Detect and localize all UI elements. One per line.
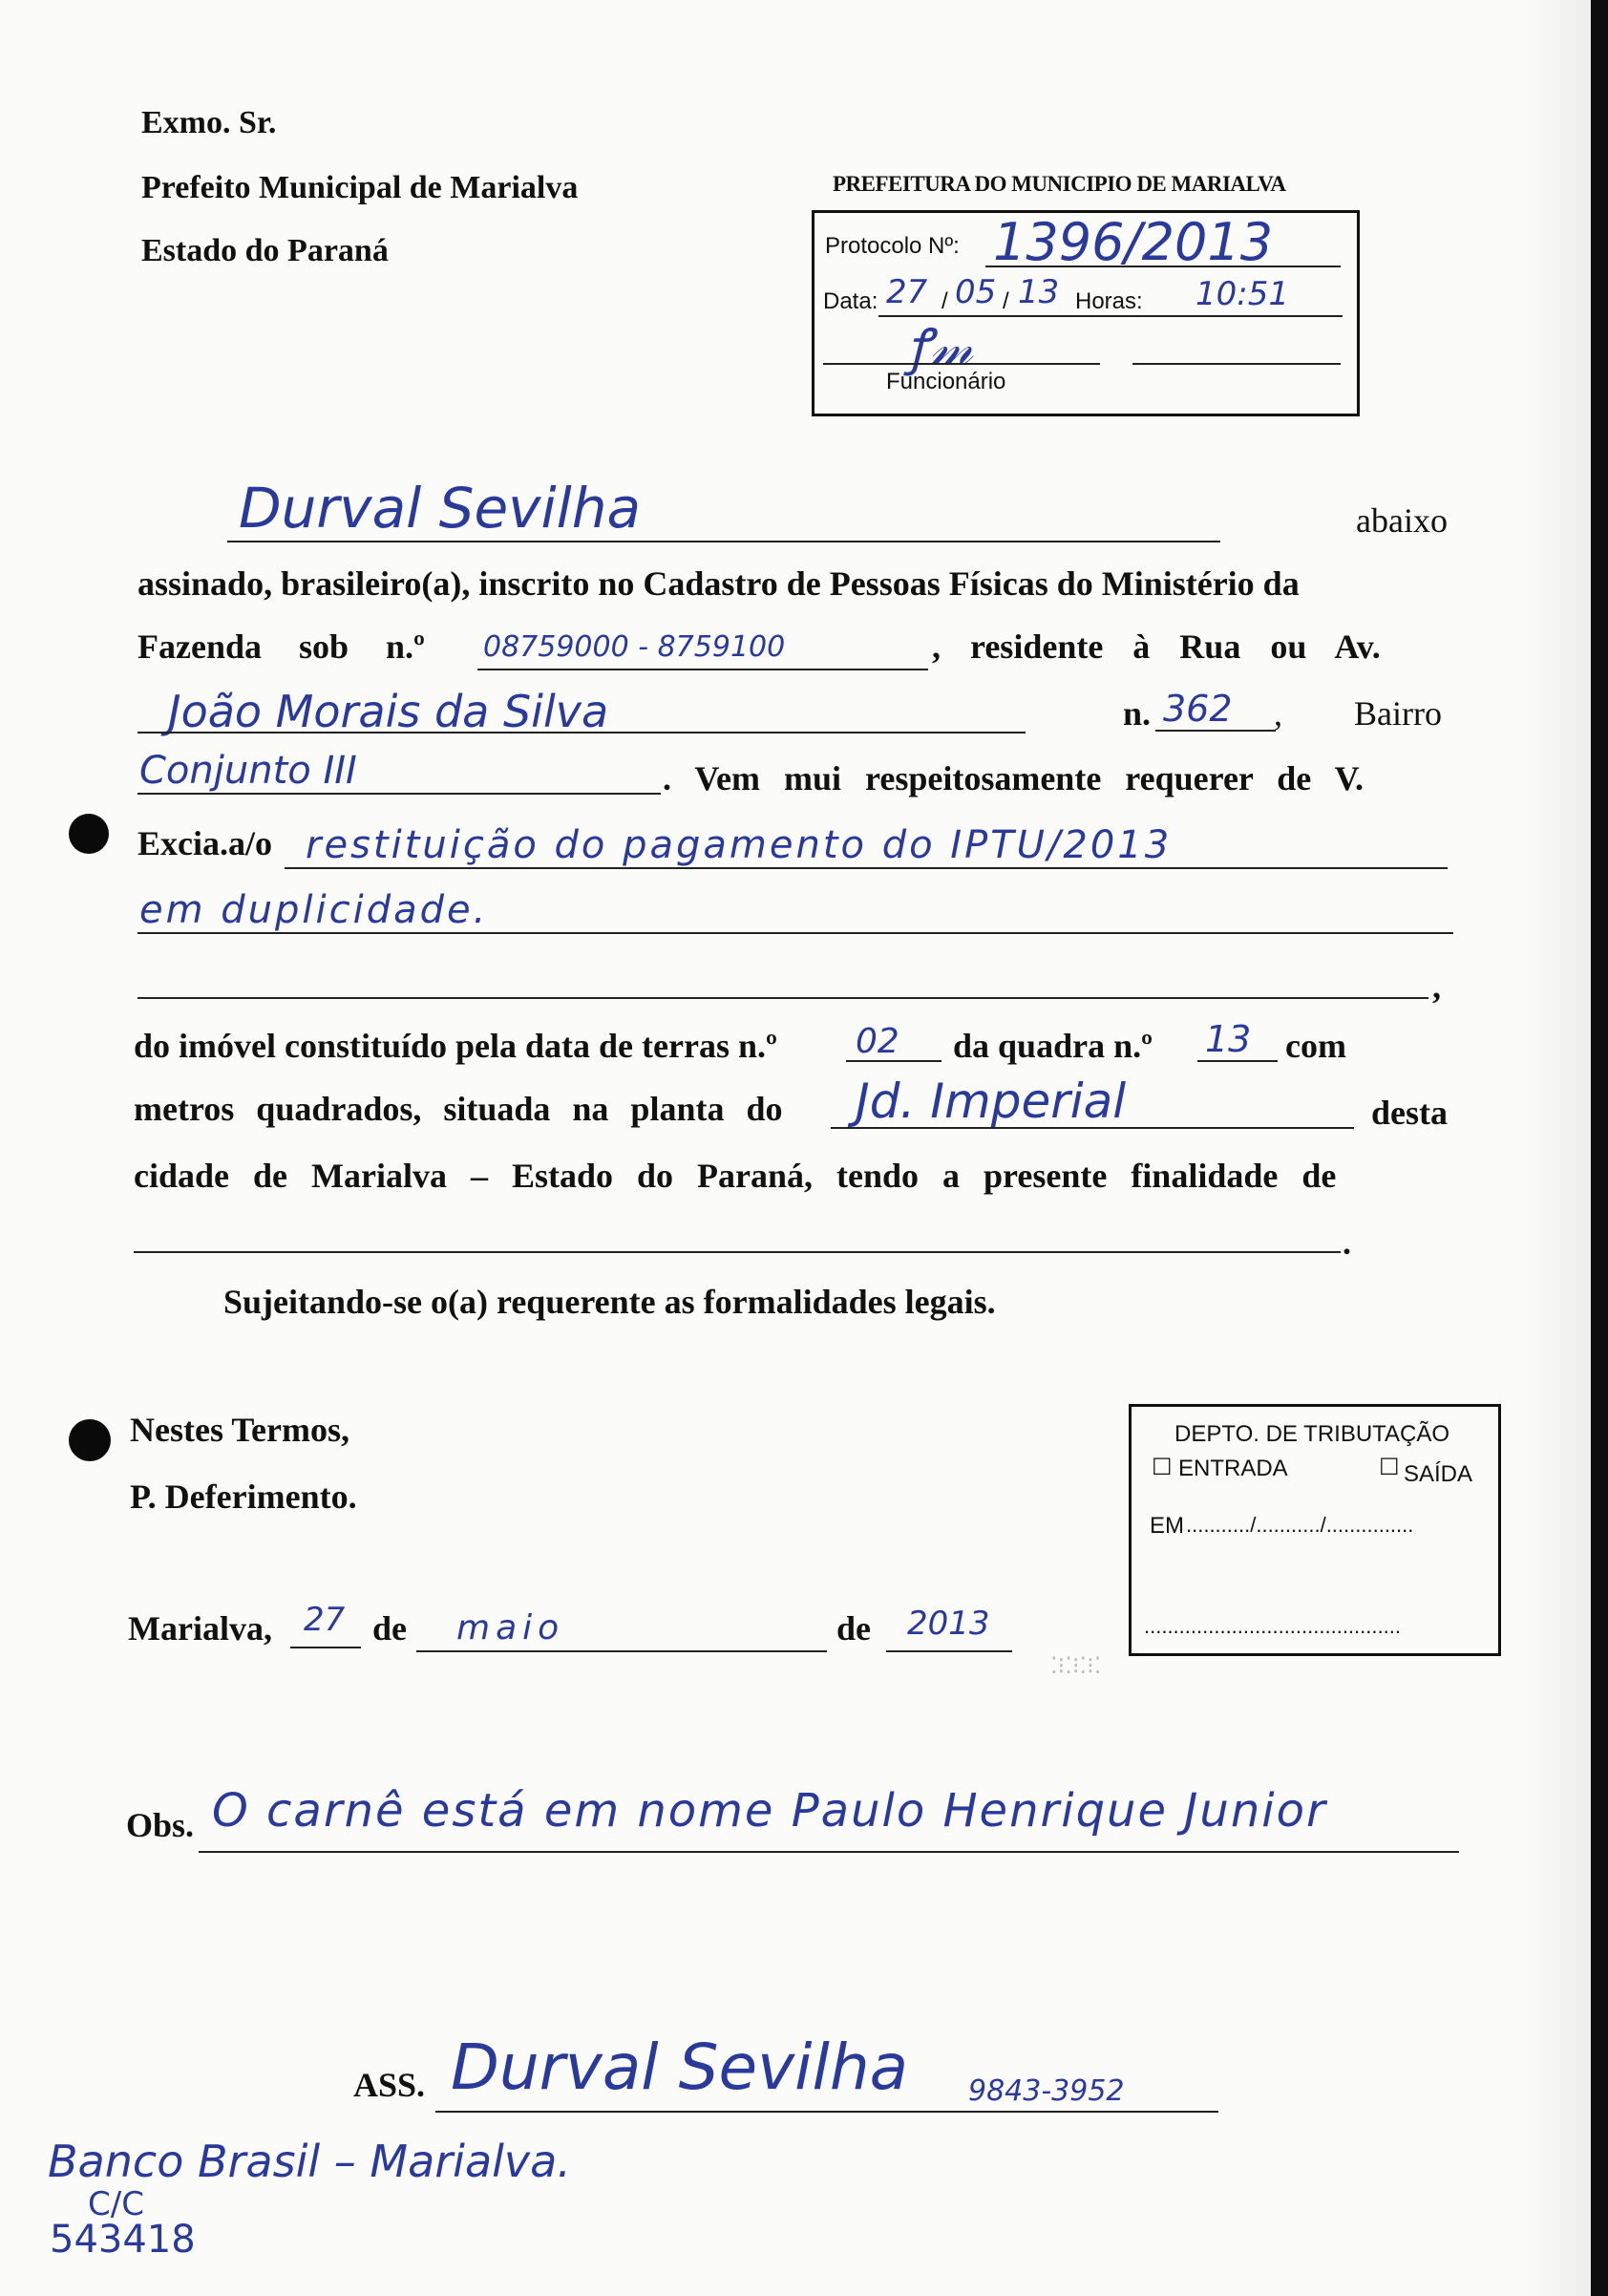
data-year: 13 [1018, 273, 1060, 311]
vem-text: . Vem mui respeitosamente requerer de V. [663, 759, 1364, 797]
date-year: 2013 [907, 1605, 990, 1643]
planta-line [831, 1127, 1354, 1129]
punch-hole-top [69, 814, 109, 854]
data-terras-line [846, 1060, 942, 1062]
data-label: Data: [823, 288, 878, 314]
obs-line [199, 1851, 1459, 1853]
nestes-termos: Nestes Termos, [130, 1411, 349, 1449]
bank-note-line-2: C/C [88, 2185, 144, 2223]
de-2: de [836, 1609, 871, 1648]
signature-name: Durval Sevilha [451, 2030, 909, 2104]
funcionario-line-right [1132, 363, 1341, 365]
em-dots: .........../.........../............... [1186, 1513, 1414, 1537]
data-day: 27 [886, 273, 928, 311]
year-line [886, 1650, 1012, 1652]
request-line-2-rule [138, 932, 1453, 934]
cpf-value: 08759000 - 8759100 [483, 630, 786, 664]
word-abaixo: abaixo [1356, 501, 1448, 540]
recipient: Prefeito Municipal de Marialva [141, 170, 579, 205]
metros-label: metros quadrados, situada na planta do [134, 1090, 783, 1128]
imovel-label: do imóvel constituído pela data de terras n.º [134, 1027, 777, 1065]
date-day: 27 [304, 1601, 346, 1639]
planta-value: Jd. Imperial [856, 1074, 1127, 1129]
data-sep-2: / [1003, 288, 1009, 314]
protocolo-label: Protocolo Nº: [825, 233, 960, 259]
horas-value: 10:51 [1195, 275, 1289, 313]
number-label: n. [1123, 694, 1152, 733]
cpf-line [477, 669, 928, 670]
obs-label: Obs. [126, 1806, 195, 1844]
request-line-2: em duplicidade. [139, 888, 489, 932]
request-line-1-rule [285, 867, 1448, 869]
data-terras-value: 02 [856, 1022, 899, 1061]
bank-note-line-3: 543418 [50, 2218, 196, 2262]
faint-stamp-residue: ⁚⁝⁚⁝⁚⁝⁚ [1050, 1653, 1102, 1679]
number-line [1155, 730, 1276, 732]
obs-text: O carnê está em nome Paulo Henrique Junior [212, 1784, 1327, 1838]
protocol-stamp-title: PREFEITURA DO MUNICIPIO DE MARIALVA [833, 172, 1286, 196]
name-line [227, 541, 1220, 542]
street-value: João Morais da Silva [168, 686, 609, 737]
entrada-label: ENTRADA [1178, 1456, 1288, 1481]
funcionario-label: Funcionário [886, 369, 1006, 394]
bairro-value: Conjunto III [139, 749, 357, 793]
paragraph-line-2: assinado, brasileiro(a), inscrito no Cadastro de Pessoas Físicas do Ministério da [138, 564, 1300, 603]
street-line [138, 732, 1026, 733]
bank-note-line-1: Banco Brasil – Marialva. [48, 2136, 571, 2187]
quadra-value: 13 [1205, 1018, 1252, 1060]
quadra-label: da quadra n.º [953, 1027, 1153, 1065]
day-line [290, 1647, 361, 1648]
funcionario-line-left [823, 363, 1100, 365]
finalidade-period: . [1343, 1223, 1351, 1262]
request-line-1: restituição do pagamento do IPTU/2013 [306, 823, 1173, 867]
tributacao-dots: ............................................ [1144, 1614, 1401, 1638]
deferimento: P. Deferimento. [130, 1478, 357, 1516]
bairro-label: , Bairro [1274, 694, 1442, 733]
protocolo-value: 1396/2013 [993, 212, 1274, 272]
entrada-checkbox: ☐ [1152, 1455, 1173, 1480]
protocolo-line [985, 266, 1341, 267]
desta-text: desta [1371, 1094, 1448, 1132]
state-line: Estado do Paraná [141, 233, 389, 268]
applicant-name: Durval Sevilha [239, 476, 642, 541]
tributacao-title: DEPTO. DE TRIBUTAÇÃO [1174, 1421, 1450, 1447]
scan-edge [1591, 0, 1608, 2296]
request-line-3-rule [138, 997, 1428, 999]
de-1: de [372, 1609, 407, 1648]
city-label: Marialva, [128, 1609, 272, 1648]
salutation: Exmo. Sr. [141, 105, 277, 140]
funcionario-signature: ꝭ𝓂 [907, 319, 973, 376]
fazenda-label: Fazenda sob n.º [138, 627, 425, 666]
page-shadow [1518, 0, 1591, 2296]
signature-label: ASS. [353, 2066, 426, 2104]
signature-line [435, 2111, 1218, 2113]
number-value: 362 [1163, 688, 1233, 730]
em-label: EM [1150, 1513, 1184, 1539]
excia-label: Excia.a/o [138, 824, 272, 862]
cidade-line: cidade de Marialva – Estado do Paraná, tendo a presente finalidade de [134, 1157, 1337, 1195]
request-comma: , [1432, 967, 1441, 1006]
saida-label: SAÍDA [1404, 1461, 1473, 1487]
quadra-line [1197, 1060, 1278, 1062]
residente-text: , residente à Rua ou Av. [932, 627, 1381, 666]
bairro-line [138, 793, 661, 795]
saida-checkbox: ☐ [1379, 1455, 1400, 1480]
com-text: com [1285, 1027, 1346, 1065]
data-month: 05 [955, 273, 997, 311]
data-sep-1: / [942, 288, 948, 314]
date-month: maio [456, 1608, 565, 1648]
signature-phone: 9843-3952 [968, 2074, 1125, 2108]
punch-hole-bottom [69, 1419, 111, 1461]
sujeitando-text: Sujeitando-se o(a) requerente as formalidades legais. [223, 1283, 996, 1321]
month-line [416, 1650, 827, 1652]
horas-label: Horas: [1075, 288, 1143, 314]
finalidade-line [134, 1251, 1341, 1253]
